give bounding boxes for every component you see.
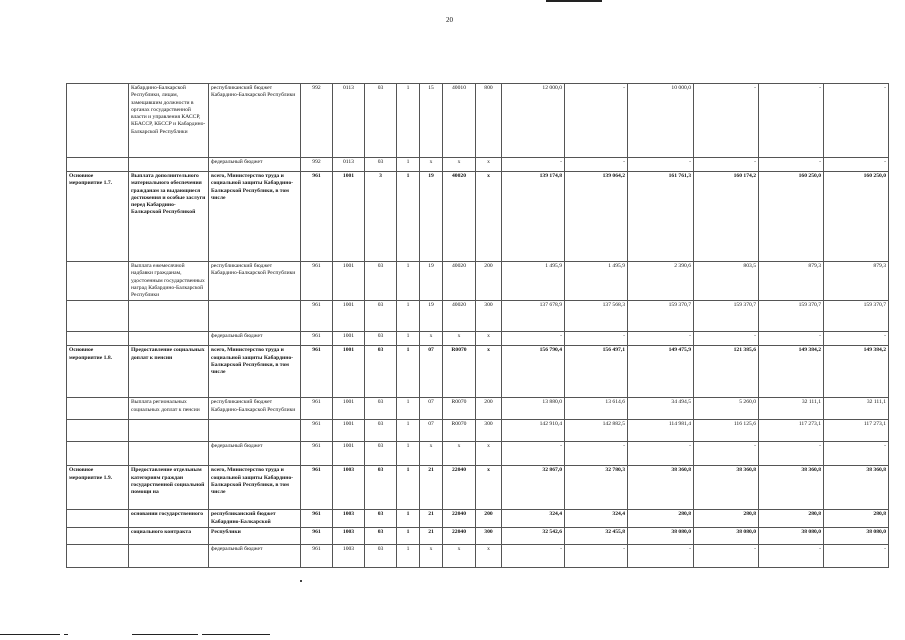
rzpr-cell: 1001 xyxy=(333,172,365,262)
value-cell-4: 159 370,7 xyxy=(694,301,759,332)
rzpr-cell: 1001 xyxy=(333,346,365,398)
value-cell-6: 280,8 xyxy=(824,510,889,528)
value-cell-1: 156 790,4 xyxy=(502,346,565,398)
name-cell: Выплата дополнительного материального обеспечения гражданам за выдающиеся достижения и особые заслуги перед Кабардино-Балкарской Республикой xyxy=(129,172,209,262)
code-cell: 22040 xyxy=(443,527,476,544)
type-cell xyxy=(67,158,129,172)
rzpr-cell: 0113 xyxy=(333,84,365,158)
source-cell: федеральный бюджет xyxy=(209,332,301,346)
gp-cell: 03 xyxy=(365,332,397,346)
value-cell-4: - xyxy=(694,544,759,567)
table-row xyxy=(67,262,889,301)
name-cell: Выплата региональных социальных доплат к пенсии xyxy=(129,398,209,420)
value-cell-6: 149 384,2 xyxy=(824,346,889,398)
source-cell: всего, Министерство труда и социальной защиты Кабардино-Балкарской Республики, в том числе xyxy=(209,346,301,398)
gp-cell: 03 xyxy=(365,420,397,442)
type-cell: Основное мероприятие 1.9. xyxy=(67,466,129,510)
pgp-cell: 1 xyxy=(397,442,420,466)
value-cell-4: - xyxy=(694,84,759,158)
type-cell xyxy=(67,84,129,158)
source-cell: республиканский бюджет Кабардино-Балкарской xyxy=(209,510,301,528)
value-cell-5: - xyxy=(759,158,824,172)
grbs-cell: 961 xyxy=(301,262,333,301)
vr-cell: х xyxy=(476,346,502,398)
value-cell-6: 32 111,1 xyxy=(824,398,889,420)
scan-dot xyxy=(300,580,302,582)
value-cell-6: 159 370,7 xyxy=(824,301,889,332)
value-cell-5: 149 384,2 xyxy=(759,346,824,398)
value-cell-3: - xyxy=(628,332,694,346)
om-cell: 15 xyxy=(420,84,443,158)
value-cell-4: - xyxy=(694,442,759,466)
value-cell-5: 38 080,0 xyxy=(759,527,824,544)
source-cell: Республики xyxy=(209,527,301,544)
om-cell: 21 xyxy=(420,466,443,510)
om-cell: х xyxy=(420,158,443,172)
value-cell-2: 1 495,9 xyxy=(565,262,628,301)
value-cell-6: - xyxy=(824,442,889,466)
source-cell: республиканский бюджет Кабардино-Балкарской Республики xyxy=(209,84,301,158)
grbs-cell: 961 xyxy=(301,420,333,442)
rzpr-cell: 1001 xyxy=(333,262,365,301)
om-cell: 19 xyxy=(420,262,443,301)
value-cell-5: - xyxy=(759,332,824,346)
gp-cell: 03 xyxy=(365,84,397,158)
om-cell: 19 xyxy=(420,172,443,262)
value-cell-3: - xyxy=(628,158,694,172)
value-cell-5: 280,8 xyxy=(759,510,824,528)
value-cell-6: 38 360,8 xyxy=(824,466,889,510)
name-cell xyxy=(129,301,209,332)
grbs-cell: 992 xyxy=(301,158,333,172)
table-row xyxy=(67,466,889,510)
value-cell-6: - xyxy=(824,84,889,158)
pgp-cell: 1 xyxy=(397,301,420,332)
code-cell: 40010 xyxy=(443,84,476,158)
type-cell xyxy=(67,527,129,544)
value-cell-1: 32 542,6 xyxy=(502,527,565,544)
om-cell: 07 xyxy=(420,346,443,398)
grbs-cell: 961 xyxy=(301,301,333,332)
gp-cell: 03 xyxy=(365,442,397,466)
vr-cell: 300 xyxy=(476,301,502,332)
vr-cell: х xyxy=(476,332,502,346)
om-cell: 19 xyxy=(420,301,443,332)
om-cell: 07 xyxy=(420,420,443,442)
om-cell: х xyxy=(420,544,443,567)
pgp-cell: 1 xyxy=(397,466,420,510)
vr-cell: 800 xyxy=(476,84,502,158)
code-cell: 22040 xyxy=(443,466,476,510)
grbs-cell: 992 xyxy=(301,84,333,158)
code-cell: х xyxy=(443,332,476,346)
value-cell-3: 10 000,0 xyxy=(628,84,694,158)
name-cell: Предоставление социальных доплат к пенсии xyxy=(129,346,209,398)
value-cell-4: 116 125,6 xyxy=(694,420,759,442)
value-cell-4: 160 174,2 xyxy=(694,172,759,262)
type-cell xyxy=(67,262,129,301)
footer-mark-left xyxy=(0,634,60,635)
value-cell-2: - xyxy=(565,442,628,466)
table-row xyxy=(67,346,889,398)
grbs-cell: 961 xyxy=(301,527,333,544)
footer-mark-right xyxy=(202,634,270,635)
gp-cell: 03 xyxy=(365,158,397,172)
pgp-cell: 1 xyxy=(397,332,420,346)
name-cell xyxy=(129,158,209,172)
value-cell-3: 280,8 xyxy=(628,510,694,528)
code-cell: R0070 xyxy=(443,346,476,398)
value-cell-3: 114 981,4 xyxy=(628,420,694,442)
grbs-cell: 961 xyxy=(301,398,333,420)
vr-cell: 300 xyxy=(476,527,502,544)
value-cell-2: 324,4 xyxy=(565,510,628,528)
value-cell-6: 117 273,1 xyxy=(824,420,889,442)
code-cell: R0070 xyxy=(443,398,476,420)
pgp-cell: 1 xyxy=(397,510,420,528)
gp-cell: 03 xyxy=(365,301,397,332)
value-cell-6: 38 080,0 xyxy=(824,527,889,544)
value-cell-5: - xyxy=(759,84,824,158)
vr-cell: 200 xyxy=(476,262,502,301)
value-cell-4: 280,8 xyxy=(694,510,759,528)
grbs-cell: 961 xyxy=(301,346,333,398)
value-cell-1: 142 910,4 xyxy=(502,420,565,442)
value-cell-6: - xyxy=(824,158,889,172)
value-cell-2: 13 614,6 xyxy=(565,398,628,420)
value-cell-1: 324,4 xyxy=(502,510,565,528)
source-cell xyxy=(209,420,301,442)
gp-cell: 03 xyxy=(365,466,397,510)
page-number: 20 xyxy=(446,16,453,24)
name-cell: основании государственного xyxy=(129,510,209,528)
footer-mark-dash xyxy=(64,634,68,635)
grbs-cell: 961 xyxy=(301,510,333,528)
type-cell xyxy=(67,420,129,442)
table-row xyxy=(67,398,889,420)
rzpr-cell: 0113 xyxy=(333,158,365,172)
code-cell: 40020 xyxy=(443,262,476,301)
value-cell-1: - xyxy=(502,158,565,172)
value-cell-5: - xyxy=(759,544,824,567)
value-cell-6: 160 250,0 xyxy=(824,172,889,262)
gp-cell: 03 xyxy=(365,346,397,398)
value-cell-5: 32 111,1 xyxy=(759,398,824,420)
code-cell: х xyxy=(443,158,476,172)
value-cell-3: 2 390,6 xyxy=(628,262,694,301)
value-cell-2: 32 780,3 xyxy=(565,466,628,510)
vr-cell: х xyxy=(476,442,502,466)
pgp-cell: 1 xyxy=(397,527,420,544)
value-cell-1: 13 880,0 xyxy=(502,398,565,420)
value-cell-5: 38 360,8 xyxy=(759,466,824,510)
value-cell-1: 12 000,0 xyxy=(502,84,565,158)
rzpr-cell: 1001 xyxy=(333,420,365,442)
table-row xyxy=(67,442,889,466)
grbs-cell: 961 xyxy=(301,172,333,262)
source-cell xyxy=(209,301,301,332)
value-cell-1: 139 174,8 xyxy=(502,172,565,262)
budget-table xyxy=(66,83,889,568)
grbs-cell: 961 xyxy=(301,544,333,567)
type-cell xyxy=(67,301,129,332)
name-cell: Предоставление отдельным категориям граждан государственной социальной помощи на xyxy=(129,466,209,510)
pgp-cell: 1 xyxy=(397,544,420,567)
source-cell: федеральный бюджет xyxy=(209,544,301,567)
value-cell-3: 149 475,9 xyxy=(628,346,694,398)
type-cell xyxy=(67,398,129,420)
table-row xyxy=(67,84,889,158)
rzpr-cell: 1003 xyxy=(333,466,365,510)
value-cell-5: 117 273,1 xyxy=(759,420,824,442)
value-cell-3: 34 494,5 xyxy=(628,398,694,420)
table-row xyxy=(67,527,889,544)
value-cell-4: - xyxy=(694,158,759,172)
vr-cell: х xyxy=(476,172,502,262)
source-cell: всего, Министерство труда и социальной защиты Кабардино-Балкарской Республики, в том числе xyxy=(209,466,301,510)
gp-cell: 03 xyxy=(365,544,397,567)
value-cell-4: - xyxy=(694,332,759,346)
value-cell-2: - xyxy=(565,544,628,567)
vr-cell: 300 xyxy=(476,420,502,442)
rzpr-cell: 1003 xyxy=(333,527,365,544)
value-cell-1: 32 867,0 xyxy=(502,466,565,510)
value-cell-3: 38 360,8 xyxy=(628,466,694,510)
value-cell-2: 137 568,3 xyxy=(565,301,628,332)
value-cell-5: 879,3 xyxy=(759,262,824,301)
pgp-cell: 1 xyxy=(397,398,420,420)
value-cell-5: 159 370,7 xyxy=(759,301,824,332)
grbs-cell: 961 xyxy=(301,442,333,466)
om-cell: х xyxy=(420,442,443,466)
gp-cell: 03 xyxy=(365,262,397,301)
footer-mark-middle xyxy=(132,634,198,635)
value-cell-4: 121 385,6 xyxy=(694,346,759,398)
vr-cell: х xyxy=(476,466,502,510)
value-cell-2: - xyxy=(565,158,628,172)
top-scan-mark xyxy=(546,0,602,2)
value-cell-2: - xyxy=(565,332,628,346)
type-cell xyxy=(67,442,129,466)
gp-cell: 03 xyxy=(365,398,397,420)
om-cell: 21 xyxy=(420,527,443,544)
value-cell-4: 38 360,8 xyxy=(694,466,759,510)
type-cell xyxy=(67,510,129,528)
name-cell: Кабардино-Балкарской Республики, лицам, замещавшим должности в органах государственной власти и управления КАССР, КБАССР, КБССР и Кабардино-Балкарской Республики xyxy=(129,84,209,158)
table-body xyxy=(67,84,889,568)
table-row xyxy=(67,301,889,332)
value-cell-6: - xyxy=(824,544,889,567)
vr-cell: х xyxy=(476,544,502,567)
rzpr-cell: 1003 xyxy=(333,510,365,528)
value-cell-3: 161 761,3 xyxy=(628,172,694,262)
gp-cell: 03 xyxy=(365,510,397,528)
value-cell-3: - xyxy=(628,442,694,466)
source-cell: федеральный бюджет xyxy=(209,158,301,172)
type-cell: Основное мероприятие 1.7. xyxy=(67,172,129,262)
name-cell xyxy=(129,332,209,346)
vr-cell: 200 xyxy=(476,510,502,528)
value-cell-5: - xyxy=(759,442,824,466)
value-cell-4: 5 260,0 xyxy=(694,398,759,420)
type-cell xyxy=(67,544,129,567)
type-cell xyxy=(67,332,129,346)
value-cell-4: 38 080,0 xyxy=(694,527,759,544)
code-cell: 22040 xyxy=(443,510,476,528)
name-cell: Выплата ежемесячной надбавки гражданам, удостоенным государственных наград Кабардино-Балкарской Республики xyxy=(129,262,209,301)
value-cell-1: - xyxy=(502,332,565,346)
value-cell-2: 142 882,5 xyxy=(565,420,628,442)
pgp-cell: 1 xyxy=(397,346,420,398)
value-cell-5: 160 250,0 xyxy=(759,172,824,262)
table-row xyxy=(67,544,889,567)
table-row xyxy=(67,332,889,346)
rzpr-cell: 1001 xyxy=(333,332,365,346)
code-cell: 40020 xyxy=(443,301,476,332)
source-cell: республиканский бюджет Кабардино-Балкарской Республики xyxy=(209,398,301,420)
name-cell: социального контракта xyxy=(129,527,209,544)
table-row xyxy=(67,420,889,442)
code-cell: R0070 xyxy=(443,420,476,442)
value-cell-3: 159 370,7 xyxy=(628,301,694,332)
pgp-cell: 1 xyxy=(397,420,420,442)
value-cell-4: 803,5 xyxy=(694,262,759,301)
source-cell: республиканский бюджет Кабардино-Балкарской Республики xyxy=(209,262,301,301)
code-cell: 40020 xyxy=(443,172,476,262)
value-cell-2: - xyxy=(565,84,628,158)
rzpr-cell: 1003 xyxy=(333,544,365,567)
table-row xyxy=(67,158,889,172)
value-cell-6: 879,3 xyxy=(824,262,889,301)
om-cell: х xyxy=(420,332,443,346)
value-cell-2: 139 064,2 xyxy=(565,172,628,262)
pgp-cell: 1 xyxy=(397,84,420,158)
value-cell-3: - xyxy=(628,544,694,567)
name-cell xyxy=(129,544,209,567)
table-row xyxy=(67,510,889,528)
grbs-cell: 961 xyxy=(301,332,333,346)
pgp-cell: 1 xyxy=(397,262,420,301)
pgp-cell: 1 xyxy=(397,172,420,262)
value-cell-1: - xyxy=(502,544,565,567)
value-cell-2: 156 497,1 xyxy=(565,346,628,398)
name-cell xyxy=(129,420,209,442)
value-cell-2: 32 455,8 xyxy=(565,527,628,544)
value-cell-1: 1 495,9 xyxy=(502,262,565,301)
pgp-cell: 1 xyxy=(397,158,420,172)
gp-cell: 3 xyxy=(365,172,397,262)
rzpr-cell: 1001 xyxy=(333,301,365,332)
value-cell-6: - xyxy=(824,332,889,346)
om-cell: 07 xyxy=(420,398,443,420)
value-cell-1: 137 678,9 xyxy=(502,301,565,332)
name-cell xyxy=(129,442,209,466)
value-cell-3: 38 080,0 xyxy=(628,527,694,544)
grbs-cell: 961 xyxy=(301,466,333,510)
rzpr-cell: 1001 xyxy=(333,398,365,420)
source-cell: всего, Министерство труда и социальной защиты Кабардино-Балкарской Республики, в том числе xyxy=(209,172,301,262)
gp-cell: 03 xyxy=(365,527,397,544)
source-cell: федеральный бюджет xyxy=(209,442,301,466)
code-cell: х xyxy=(443,442,476,466)
vr-cell: 200 xyxy=(476,398,502,420)
code-cell: х xyxy=(443,544,476,567)
om-cell: 21 xyxy=(420,510,443,528)
type-cell: Основное мероприятие 1.8. xyxy=(67,346,129,398)
value-cell-1: - xyxy=(502,442,565,466)
table-row xyxy=(67,172,889,262)
rzpr-cell: 1001 xyxy=(333,442,365,466)
vr-cell: х xyxy=(476,158,502,172)
